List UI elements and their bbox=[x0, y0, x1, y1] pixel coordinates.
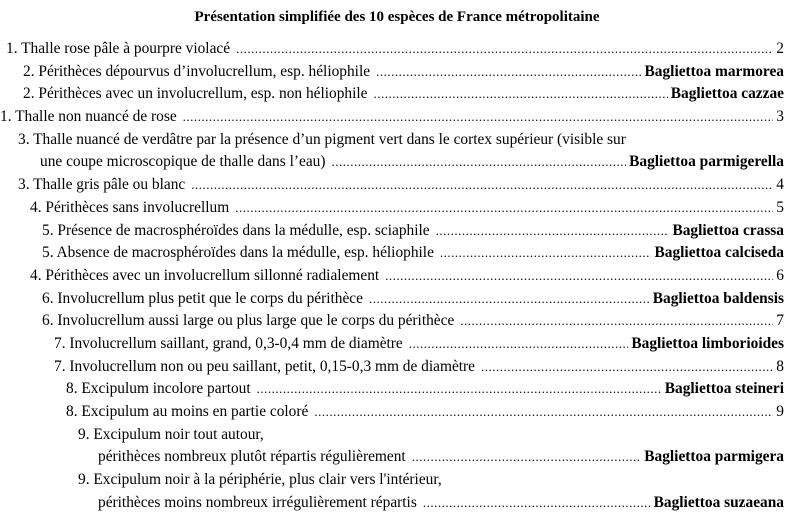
species-name: Bagliettoa cazzae bbox=[670, 85, 784, 103]
dot-leader bbox=[460, 310, 773, 333]
key-couplet-text: 6. Involucrellum plus petit que le corps du périthèce bbox=[42, 289, 363, 307]
key-row bbox=[0, 401, 784, 424]
key-row bbox=[0, 61, 784, 84]
key-row bbox=[0, 242, 784, 265]
dot-leader bbox=[314, 401, 773, 424]
key-couplet-text: 4. Périthèces sans involucrellum bbox=[30, 198, 230, 216]
key-row bbox=[0, 378, 784, 401]
key-couplet-text: 2. Périthèces avec un involucrellum, esp. non héliophile bbox=[23, 85, 368, 103]
dot-leader bbox=[235, 197, 773, 220]
key-row bbox=[0, 333, 784, 356]
document-title: Présentation simplifiée des 10 espèces de France métropolitaine bbox=[194, 9, 600, 25]
dot-leader bbox=[436, 220, 670, 243]
key-couplet-text: 1. Thalle non nuancé de rose bbox=[0, 108, 177, 126]
dot-leader bbox=[423, 492, 651, 514]
key-couplet-text: une coupe microscopique de thalle dans l’eau) bbox=[40, 153, 326, 171]
key-row bbox=[0, 83, 784, 106]
dot-leader bbox=[236, 38, 773, 61]
species-name: Bagliettoa suzaeana bbox=[653, 493, 784, 511]
couplet-reference: 3 bbox=[776, 108, 784, 126]
species-name: Bagliettoa parmigerella bbox=[629, 153, 784, 171]
dot-leader bbox=[376, 61, 641, 84]
couplet-reference: 6 bbox=[776, 266, 784, 284]
dot-leader bbox=[481, 356, 773, 379]
dot-leader bbox=[191, 174, 773, 197]
couplet-reference: 9 bbox=[776, 403, 784, 420]
key-row bbox=[0, 220, 784, 243]
species-name: Bagliettoa baldensis bbox=[652, 289, 784, 307]
key-couplet-text: 5. Absence de macrosphéroïdes dans la médulle, esp. héliophile bbox=[42, 244, 434, 262]
species-name: Bagliettoa limborioides bbox=[631, 334, 784, 352]
key-couplet-text: 3. Thalle gris pâle ou blanc bbox=[18, 176, 186, 194]
key-row bbox=[0, 265, 784, 288]
couplet-reference: 5 bbox=[776, 198, 784, 216]
dot-leader bbox=[374, 83, 668, 106]
key-row bbox=[0, 310, 784, 333]
key-couplet-text: 4. Périthèces avec un involucrellum sillonné radialement bbox=[30, 266, 380, 284]
couplet-reference: 7 bbox=[776, 312, 784, 330]
couplet-reference: 8 bbox=[776, 357, 784, 375]
dot-leader bbox=[331, 151, 626, 174]
species-name: Bagliettoa crassa bbox=[672, 221, 784, 239]
key-row bbox=[0, 288, 784, 311]
key-couplet-text: 3. Thalle nuancé de verdâtre par la présence d’un pigment vert dans le cortex supérieur (visible sur bbox=[18, 130, 626, 148]
key-row bbox=[0, 106, 784, 129]
key-row bbox=[0, 174, 784, 197]
dot-leader bbox=[412, 446, 642, 469]
key-row bbox=[0, 356, 784, 379]
key-couplet-text: 9. Excipulum noir à la périphérie, plus clair vers l'intérieur, bbox=[78, 471, 442, 489]
dot-leader bbox=[257, 378, 662, 401]
species-name: Bagliettoa calciseda bbox=[654, 244, 784, 262]
key-couplet-text: 9. Excipulum noir tout autour, bbox=[78, 425, 264, 443]
dot-leader bbox=[385, 265, 773, 288]
dot-leader bbox=[440, 242, 652, 265]
key-couplet-text: 8. Excipulum au moins en partie coloré bbox=[66, 403, 309, 420]
key-couplet-text: périthèces moins nombreux irrégulièrement répartis bbox=[98, 493, 417, 511]
key-couplet-text: 7. Involucrellum non ou peu saillant, petit, 0,15-0,3 mm de diamètre bbox=[54, 357, 476, 375]
key-couplet-text: 2. Périthèces dépourvus d’involucrellum, esp. héliophile bbox=[23, 62, 371, 80]
species-name: Bagliettoa parmigera bbox=[644, 448, 784, 466]
couplet-reference: 2 bbox=[776, 40, 784, 57]
dot-leader bbox=[369, 288, 650, 311]
key-couplet-text: 1. Thalle rose pâle à pourpre violacé bbox=[6, 40, 231, 57]
key-row bbox=[0, 446, 784, 469]
identification-key bbox=[0, 38, 784, 514]
key-row bbox=[0, 424, 784, 447]
dot-leader bbox=[183, 106, 774, 129]
dot-leader bbox=[409, 333, 629, 356]
key-row bbox=[0, 197, 784, 220]
key-couplet-text: 6. Involucrellum aussi large ou plus large que le corps du périthèce bbox=[42, 312, 455, 330]
key-row bbox=[0, 469, 784, 492]
key-couplet-text: 5. Présence de macrosphéroïdes dans la médulle, esp. sciaphile bbox=[42, 221, 430, 239]
key-row bbox=[0, 38, 784, 61]
key-row bbox=[0, 151, 784, 174]
species-name: Bagliettoa marmorea bbox=[644, 62, 784, 80]
key-row bbox=[0, 492, 784, 514]
key-row bbox=[0, 129, 784, 152]
species-name: Bagliettoa steineri bbox=[664, 380, 784, 398]
key-couplet-text: 8. Excipulum incolore partout bbox=[66, 380, 251, 398]
couplet-reference: 4 bbox=[776, 176, 784, 194]
key-couplet-text: périthèces nombreux plutôt répartis régulièrement bbox=[98, 448, 406, 466]
key-couplet-text: 7. Involucrellum saillant, grand, 0,3-0,4 mm de diamètre bbox=[54, 334, 403, 352]
